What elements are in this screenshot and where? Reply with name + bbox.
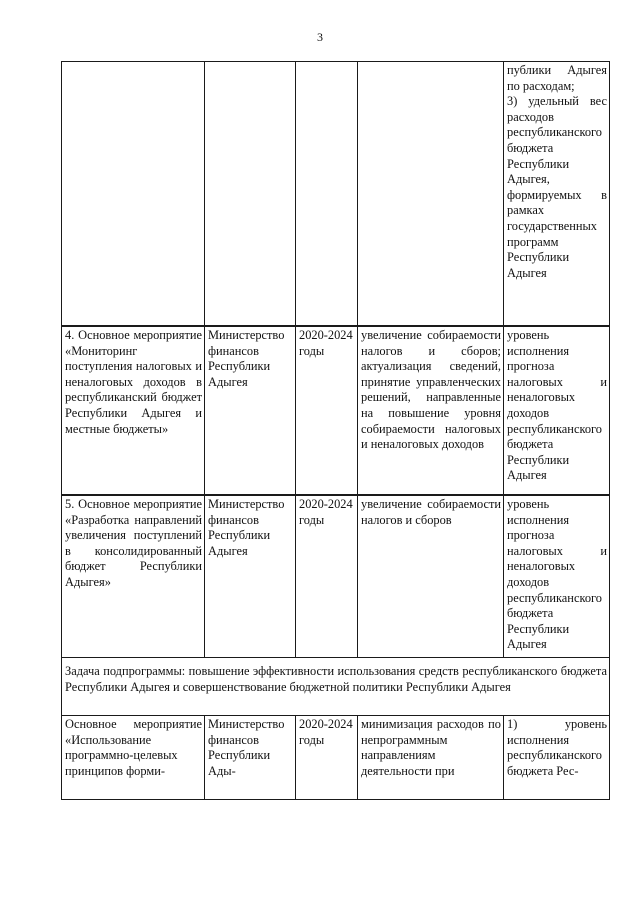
table-row-measure-next <box>62 716 610 800</box>
table-row-task <box>62 658 610 716</box>
cell-result: минимизация расходов по непрограммным направлениям деятельности при <box>358 716 504 800</box>
cell-indicator: 1) уровень исполнения республиканского бюджета Рес- <box>504 716 610 800</box>
cell-measure: Основное мероприятие «Использование программно-целевых принципов форми- <box>62 716 205 800</box>
cell-indicator <box>504 62 610 326</box>
cell-executor: Министерство финансов Республики Ады- <box>205 716 296 800</box>
cell-measure: 4. Основное мероприятие «Мониторинг поступления налоговых и неналоговых доходов в республиканский бюджет Республики Адыгея и местные бюджеты» <box>62 327 205 495</box>
cell-result: увеличение собираемости налогов и сборов <box>358 496 504 658</box>
page-number: 3 <box>317 30 323 44</box>
cell-indicator: уровень исполнения прогноза налоговых и неналоговых доходов республиканского бюджета Республики Адыгея <box>504 496 610 658</box>
table-body <box>62 62 610 800</box>
cell-period: 2020-2024 годы <box>296 716 358 800</box>
cell-period <box>296 62 358 326</box>
cell-text-line: 3) удельный вес расходов республиканского бюджета Республики Адыгея, формируемых в рамках государственных программ Республики Адыгея <box>507 94 607 280</box>
cell-period: 2020-2024 годы <box>296 327 358 495</box>
cell-result: увеличение собираемости налогов и сборов; актуализация сведений, принятие управленческих решений, направленные на повышение уровня собираемости налоговых и неналоговых доходов <box>358 327 504 495</box>
cell-indicator: уровень исполнения прогноза налоговых и неналоговых доходов республиканского бюджета Республики Адыгея <box>504 327 610 495</box>
cell-period: 2020-2024 годы <box>296 496 358 658</box>
cell-measure: 5. Основное мероприятие «Разработка направлений увеличения поступлений в консолидированный бюджет Республики Адыгея» <box>62 496 205 658</box>
table-row-measure-5 <box>62 496 610 658</box>
table-row-measure-4 <box>62 327 610 495</box>
cell-executor <box>205 62 296 326</box>
cell-result <box>358 62 504 326</box>
cell-text-line: публики Адыгея по расходам; <box>507 63 607 93</box>
cell-measure <box>62 62 205 326</box>
cell-executor: Министерство финансов Республики Адыгея <box>205 496 296 658</box>
cell-executor: Министерство финансов Республики Адыгея <box>205 327 296 495</box>
table-row-continuation <box>62 62 610 326</box>
program-measures-table <box>61 61 610 800</box>
cell-task: Задача подпрограммы: повышение эффективности использования средств республиканского бюджета Республики Адыгея и совершенствование бюджетной политики Республики Адыгея <box>62 658 610 716</box>
